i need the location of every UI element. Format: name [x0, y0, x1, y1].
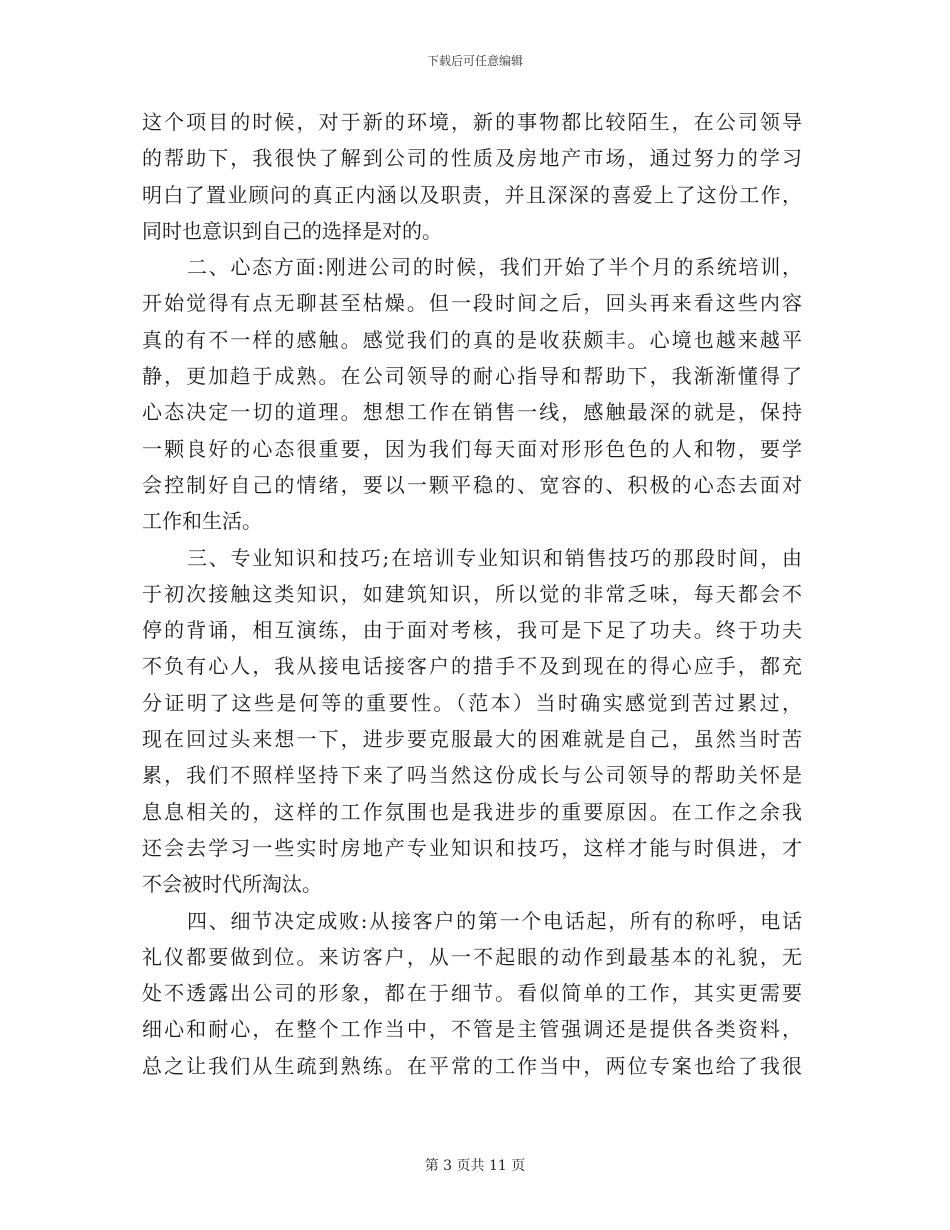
text-line: 不会被时代所淘汰。	[142, 872, 322, 897]
text-line: 于初次接触这类知识，如建筑知识，所以觉的非常乏味，每天都会不	[142, 581, 802, 606]
text-line: 心态决定一切的道理。想想工作在销售一线，感触最深的就是，保持	[142, 400, 802, 425]
page-header: 下载后可任意编辑	[426, 54, 523, 68]
text-line: 一颗良好的心态很重要，因为我们每天面对形形色色的人和物，要学	[142, 436, 802, 461]
text-line: 三、专业知识和技巧;在培训专业知识和销售技巧的那段时间，由	[187, 545, 802, 570]
page-number: 第 3 页共 11 页	[424, 1158, 526, 1174]
text-line: 礼仪都要做到位。来访客户，从一不起眼的动作到最基本的礼貌，无	[142, 944, 802, 969]
text-line: 这个项目的时候，对于新的环境，新的事物都比较陌生，在公司领导	[142, 110, 802, 134]
text-line: 工作和生活。	[142, 509, 262, 534]
text-line: 会控制好自己的情绪，要以一颗平稳的、宽容的、积极的心态去面对	[142, 472, 802, 497]
text-line: 不负有心人，我从接电话接客户的措手不及到现在的得心应手，都充	[142, 654, 802, 679]
document-body	[142, 104, 802, 1084]
paragraph-2	[142, 249, 802, 539]
text-line: 明白了置业顾问的真正内涵以及职责，并且深深的喜爱上了这份工作，	[142, 182, 802, 207]
text-line: 四、细节决定成败:从接客户的第一个电话起，所有的称呼，电话	[187, 908, 802, 933]
text-line: 总之让我们从生疏到熟练。在平常的工作当中，两位专案也给了我很	[142, 1053, 802, 1078]
paragraph-1	[142, 104, 802, 249]
text-line: 真的有不一样的感触。感觉我们的真的是收获颇丰。心境也越来越平	[142, 327, 802, 352]
text-line: 细心和耐心，在整个工作当中，不管是主管强调还是提供各类资料，	[142, 1017, 802, 1042]
paragraph-4	[142, 903, 802, 1084]
text-line: 的帮助下，我很快了解到公司的性质及房地产市场，通过努力的学习	[142, 146, 802, 171]
text-line: 息息相关的，这样的工作氛围也是我进步的重要原因。在工作之余我	[142, 799, 802, 824]
text-line: 累，我们不照样坚持下来了吗当然这份成长与公司领导的帮助关怀是	[142, 763, 802, 788]
text-line: 静，更加趋于成熟。在公司领导的耐心指导和帮助下，我渐渐懂得了	[142, 364, 802, 389]
text-line: 停的背诵，相互演练，由于面对考核，我可是下足了功夫。终于功夫	[142, 618, 802, 643]
text-line: 现在回过头来想一下，进步要克服最大的困难就是自己，虽然当时苦	[142, 727, 802, 752]
text-line: 同时也意识到自己的选择是对的。	[142, 218, 442, 243]
paragraph-3	[142, 540, 802, 903]
text-line: 还会去学习一些实时房地产专业知识和技巧，这样才能与时俱进，才	[142, 835, 802, 860]
text-line: 二、心态方面:刚进公司的时候，我们开始了半个月的系统培训，	[187, 255, 802, 280]
text-line: 处不透露出公司的形象，都在于细节。看似简单的工作，其实更需要	[142, 981, 802, 1006]
text-line: 开始觉得有点无聊甚至枯燥。但一段时间之后，回头再来看这些内容	[142, 291, 802, 316]
text-line: 分证明了这些是何等的重要性。（范本）当时确实感觉到苦过累过，	[142, 690, 802, 715]
